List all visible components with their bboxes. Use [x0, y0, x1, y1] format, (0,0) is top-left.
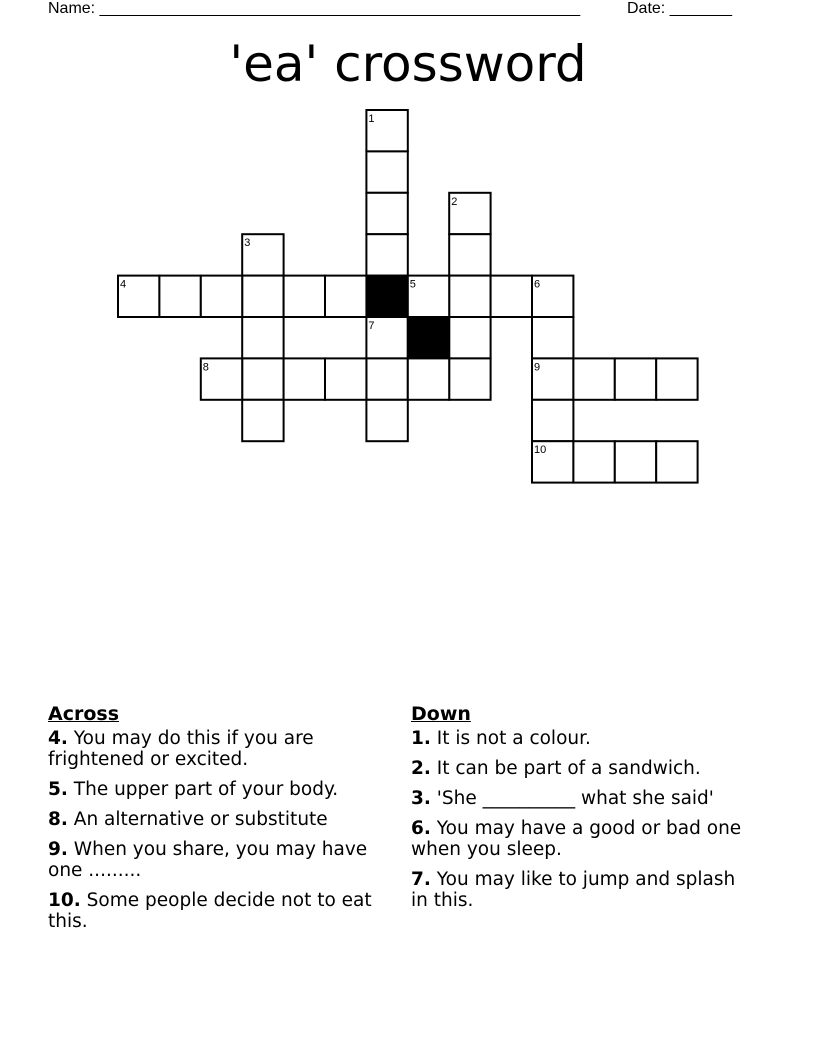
- clue-text: You may like to jump and splash in this.: [411, 869, 736, 911]
- grid-block: [408, 317, 449, 358]
- down-clue: 6. You may have a good or bad one when you sleep.: [411, 818, 742, 860]
- clue-text: You may have a good or bad one when you sleep.: [411, 818, 742, 860]
- clue-number: 6: [411, 818, 424, 839]
- clue-number-label: 2: [451, 195, 458, 208]
- across-clue-list: [48, 728, 393, 932]
- grid-cell[interactable]: [159, 276, 200, 317]
- grid-cell[interactable]: [284, 358, 325, 399]
- across-clue: 5. The upper part of your body.: [48, 779, 339, 800]
- grid-cell[interactable]: [449, 358, 490, 399]
- date-line: _______: [669, 0, 732, 17]
- grid-cell[interactable]: [449, 317, 490, 358]
- clue-number: 9: [48, 839, 61, 860]
- grid-block: [366, 276, 407, 317]
- name-label: Name:: [48, 0, 96, 17]
- across-clue: 8. An alternative or substitute: [48, 809, 328, 830]
- down-clue: 2. It can be part of a sandwich.: [411, 758, 701, 779]
- clue-number: 2: [411, 758, 424, 779]
- name-line: ______________________________________________________: [99, 0, 581, 17]
- clue-number: 5: [48, 779, 61, 800]
- grid-cell[interactable]: [615, 441, 656, 482]
- grid-cell[interactable]: [449, 276, 490, 317]
- clue-number-label: 5: [409, 278, 416, 291]
- clue-text: An alternative or substitute: [73, 809, 328, 830]
- grid-cell[interactable]: [366, 400, 407, 441]
- down-heading: Down: [411, 703, 471, 725]
- grid-cell[interactable]: [366, 193, 407, 234]
- grid-cell[interactable]: [366, 234, 407, 275]
- clue-text: 'She __________ what she said': [436, 788, 714, 809]
- across-clue: 10. Some people decide not to eat this.: [48, 890, 372, 932]
- clue-number-label: 10: [534, 444, 547, 457]
- grid-cell[interactable]: [615, 358, 656, 399]
- grid-cell[interactable]: [656, 358, 697, 399]
- clue-number-label: 4: [120, 278, 127, 291]
- grid-cell[interactable]: [242, 358, 283, 399]
- clue-text: The upper part of your body.: [73, 779, 339, 800]
- across-clue: 4. You may do this if you are frightened or excited.: [48, 728, 314, 770]
- grid-cell[interactable]: [408, 358, 449, 399]
- grid-cell[interactable]: [201, 276, 242, 317]
- grid-cell[interactable]: [366, 151, 407, 192]
- grid-cell[interactable]: [532, 317, 573, 358]
- grid-cell[interactable]: [242, 400, 283, 441]
- page-title: 'ea' crossword: [229, 35, 587, 93]
- clue-text: Some people decide not to eat this.: [48, 890, 372, 932]
- down-clue: 3. 'She __________ what she said': [411, 788, 714, 809]
- grid-cell[interactable]: [573, 441, 614, 482]
- grid-cell[interactable]: [656, 441, 697, 482]
- clue-number: 1: [411, 728, 424, 749]
- down-clue: 7. You may like to jump and splash in this.: [411, 869, 736, 911]
- clue-number: 3: [411, 788, 424, 809]
- clue-number: 8: [48, 809, 61, 830]
- grid-cell[interactable]: [325, 358, 366, 399]
- grid-cell[interactable]: [366, 358, 407, 399]
- grid-cell[interactable]: [573, 358, 614, 399]
- crossword-grid: [0, 0, 816, 500]
- down-clues: [411, 703, 756, 920]
- clue-number-label: 3: [244, 237, 251, 250]
- grid-cell[interactable]: [491, 276, 532, 317]
- clue-number-label: 9: [534, 361, 541, 374]
- grid-cell[interactable]: [325, 276, 366, 317]
- clue-text: It can be part of a sandwich.: [436, 758, 701, 779]
- clue-number-label: 8: [202, 361, 209, 374]
- grid-cell[interactable]: [449, 234, 490, 275]
- across-clues: [48, 703, 393, 941]
- down-clue: 1. It is not a colour.: [411, 728, 591, 749]
- date-label: Date:: [627, 0, 666, 17]
- clue-number-label: 6: [534, 278, 541, 291]
- clue-text: When you share, you may have one .........: [48, 839, 368, 881]
- clue-number-label: 1: [368, 113, 375, 125]
- grid-cell[interactable]: [532, 400, 573, 441]
- clue-text: It is not a colour.: [436, 728, 591, 749]
- clue-text: You may do this if you are frightened or excited.: [48, 728, 314, 770]
- clue-number: 7: [411, 869, 424, 890]
- grid-cell[interactable]: [242, 276, 283, 317]
- across-heading: Across: [48, 703, 120, 725]
- across-clue: 9. When you share, you may have one .........: [48, 839, 368, 881]
- clue-number-label: 7: [368, 320, 375, 332]
- clue-number: 4: [48, 728, 61, 749]
- clue-number: 10: [48, 890, 74, 911]
- grid-cell[interactable]: [242, 317, 283, 358]
- down-clue-list: [411, 728, 756, 911]
- grid-cell[interactable]: [284, 276, 325, 317]
